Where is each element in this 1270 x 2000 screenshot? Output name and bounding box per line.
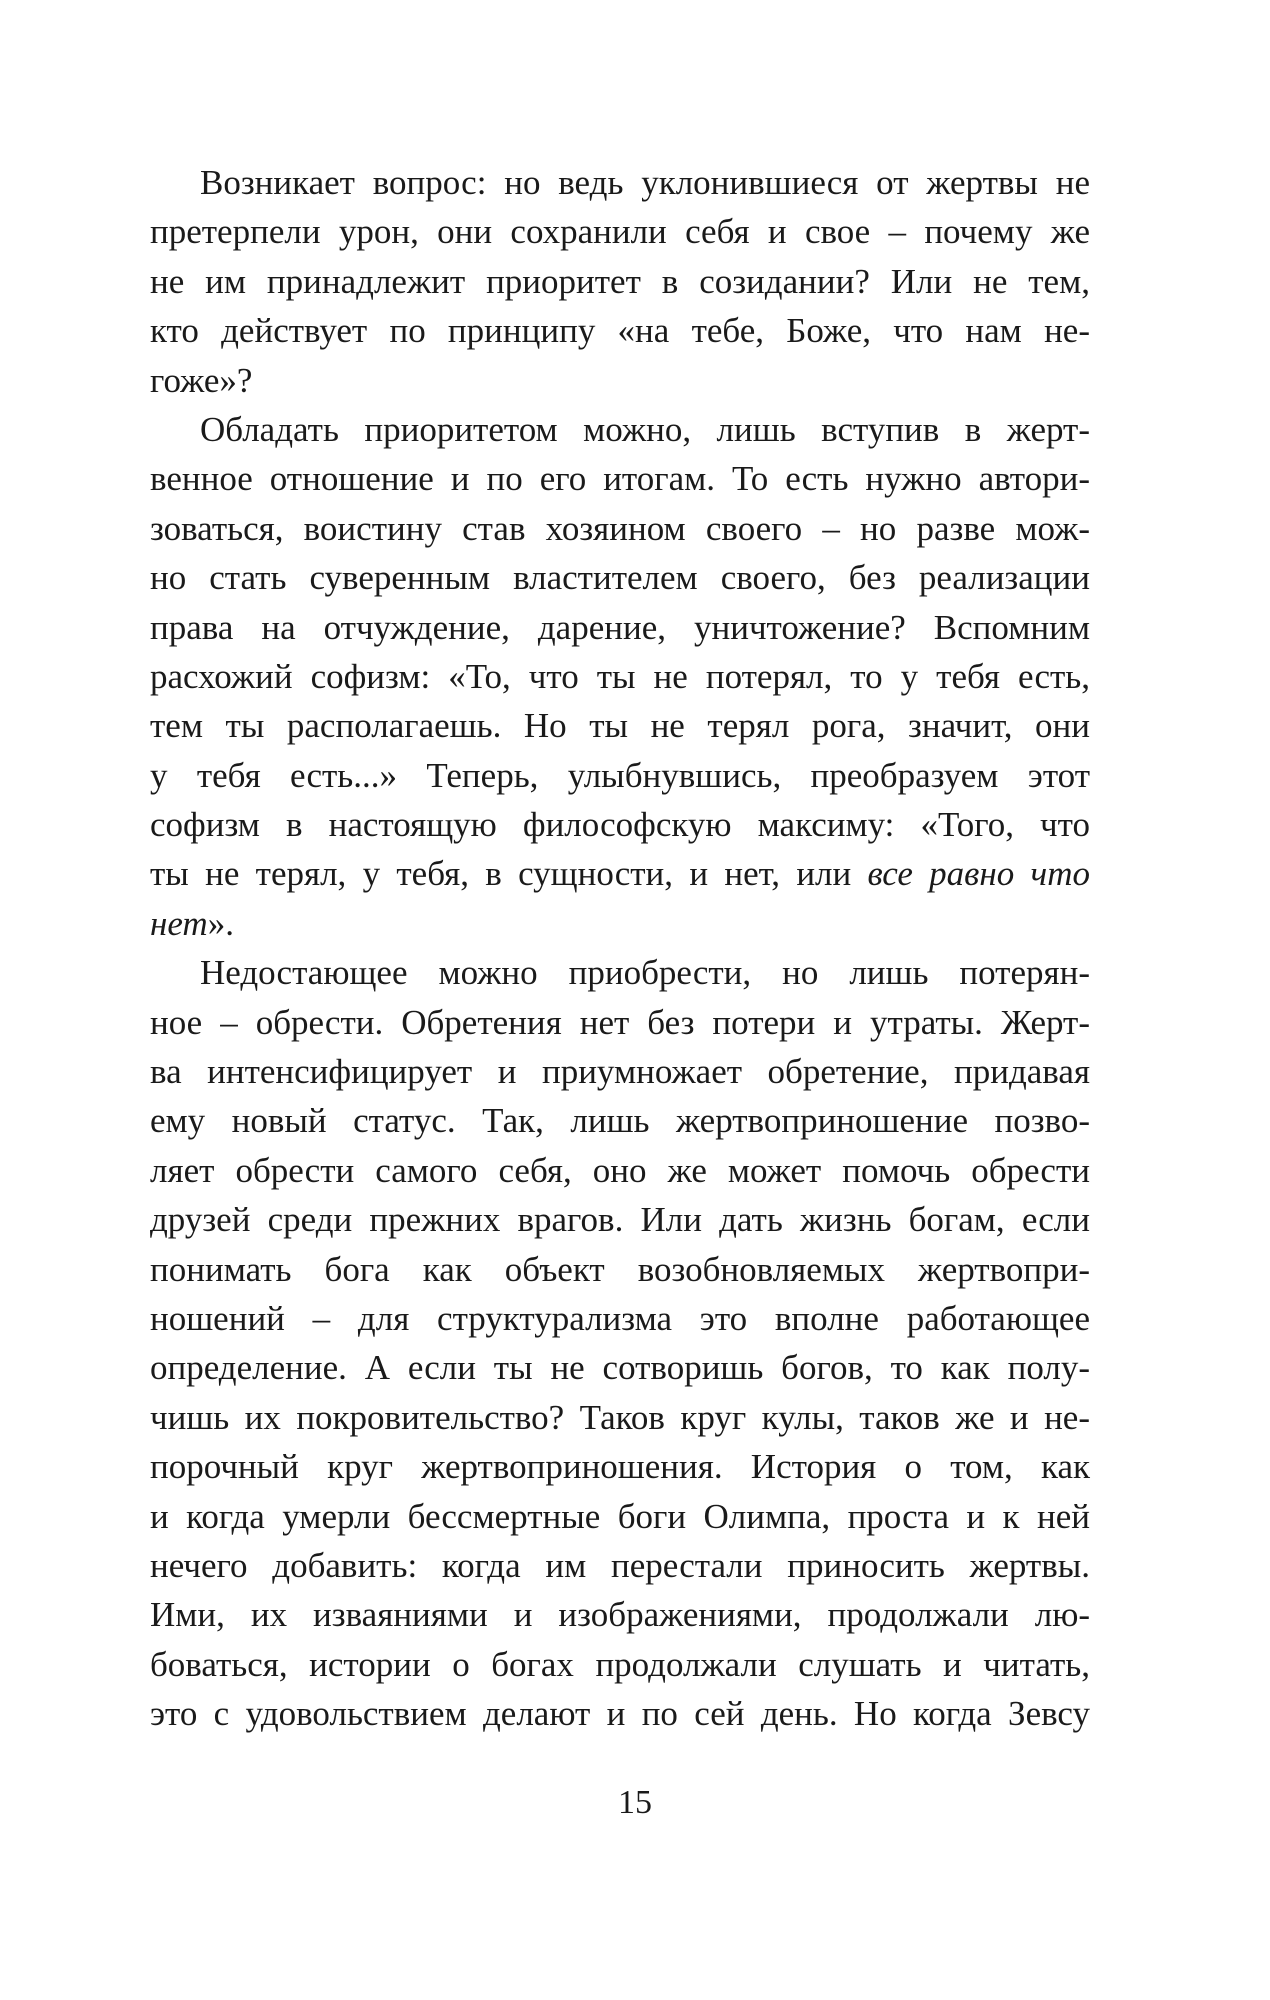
- page-number: 15: [618, 1784, 652, 1821]
- text-line: не им принадлежит приоритет в созидании? Или не тем,: [150, 261, 1090, 301]
- text-line: ное – обрести. Обретения нет без потери и утраты. Жерт-: [150, 1002, 1090, 1042]
- text-run: ».: [207, 903, 234, 943]
- text-line: [150, 899, 1090, 948]
- text-line: порочный круг жертвоприношения. История о том, как: [150, 1447, 1090, 1487]
- text-line: кто действует по принципу «на тебе, Боже, что нам не-: [150, 311, 1090, 351]
- text-line: чишь их покровительство? Таков круг кулы, таков же и не-: [150, 1397, 1090, 1437]
- text-line: Обладать приоритетом можно, лишь вступив в жерт-: [200, 409, 1090, 449]
- text-line: ляет обрести самого себя, оно же может помочь обрести: [150, 1150, 1090, 1190]
- text-line: тем ты располагаешь. Но ты не терял рога, значит, они: [150, 706, 1090, 746]
- text-line: права на отчуждение, дарение, уничтожение? Вспомним: [150, 607, 1090, 647]
- text-line: нечего добавить: когда им перестали приносить жертвы.: [150, 1545, 1090, 1585]
- text-line: Недостающее можно приобрести, но лишь потерян-: [200, 953, 1090, 993]
- text-line: Возникает вопрос: но ведь уклонившиеся от жертвы не: [200, 163, 1090, 202]
- text-line: софизм в настоящую философскую максиму: «Того, что: [150, 805, 1090, 845]
- text-line: и когда умерли бессмертные боги Олимпа, проста и к ней: [150, 1496, 1090, 1536]
- text-line: боваться, истории о богах продолжали слушать и читать,: [150, 1644, 1090, 1684]
- text-line: Ими, их изваяниями и изображениями, продолжали лю-: [150, 1595, 1090, 1635]
- text-line: претерпели урон, они сохранили себя и свое – почему же: [150, 212, 1090, 252]
- text-line: [150, 849, 1090, 898]
- text-line: венное отношение и по его итогам. То есть нужно автори-: [150, 459, 1090, 499]
- text-line: ва интенсифицирует и приумножает обретение, придавая: [150, 1052, 1090, 1092]
- italic-text-run: все равно что: [867, 854, 1090, 894]
- text-line: гоже»?: [150, 360, 253, 400]
- text-line: но стать суверенным властителем своего, без реализации: [150, 558, 1090, 598]
- text-line: ему новый статус. Так, лишь жертвоприношение позво-: [150, 1101, 1090, 1141]
- text-run: ты не терял, у тебя, в сущности, и нет, или: [150, 854, 868, 894]
- text-line: это с удовольствием делают и по сей день. Но когда Зевсу: [150, 1694, 1090, 1734]
- text-line: у тебя есть...» Теперь, улыбнувшись, преобразуем этот: [150, 755, 1090, 795]
- body-text: [150, 158, 1090, 1739]
- text-line: ношений – для структурализма это вполне работающее: [150, 1298, 1090, 1338]
- text-line: расхожий софизм: «То, что ты не потерял, то у тебя есть,: [150, 656, 1090, 696]
- italic-text-run: нет: [150, 903, 208, 943]
- text-line: понимать бога как объект возобновляемых жертвопри-: [150, 1249, 1090, 1289]
- text-line: друзей среди прежних врагов. Или дать жизнь богам, если: [150, 1200, 1090, 1240]
- text-line: зоваться, воистину став хозяином своего – но разве мож-: [150, 508, 1090, 548]
- text-line: определение. А если ты не сотворишь богов, то как полу-: [150, 1348, 1090, 1388]
